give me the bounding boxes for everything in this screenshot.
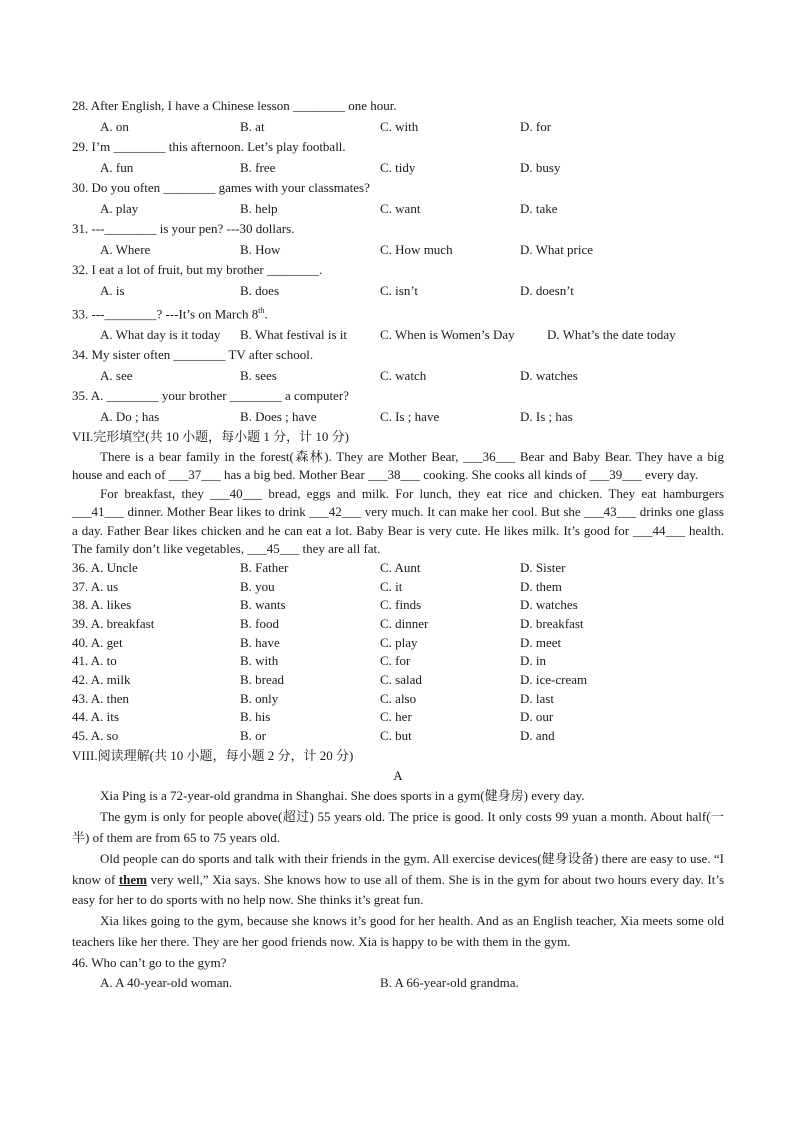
question-35: 35. A. ________ your brother ________ a computer?: [72, 388, 349, 404]
option: C. watch: [380, 367, 427, 383]
option: A. Where: [100, 241, 151, 257]
option: 38. A. likes: [72, 597, 132, 613]
option: C. Aunt: [380, 559, 421, 575]
reading-paragraph-4: Xia likes going to the gym, because she knows it’s good for her health. And as an English teacher, Xia meets some old teachers like her there. They are her good friends now. Xia is happy to be with them in the gym.: [72, 913, 724, 949]
option: C. isn’t: [380, 282, 419, 298]
cloze-options-39: [72, 615, 724, 634]
option: D. What price: [520, 241, 594, 257]
option: 43. A. then: [72, 690, 130, 706]
option: D. and: [520, 728, 555, 744]
cloze-options-42: [72, 671, 724, 690]
option: C. want: [380, 200, 421, 216]
cloze-paragraph-1: There is a bear family in the forest(森林). They are Mother Bear, ___36___ Bear and Baby Bear. They have a big house and each of ___37___ has a big bed. Mother Bear ___38___ cooking. She cooks all kinds of ___39___ every day.: [72, 448, 724, 483]
option: D. watches: [520, 367, 578, 383]
passage-label: A: [393, 768, 403, 784]
option: A. fun: [100, 159, 134, 175]
option: 36. A. Uncle: [72, 559, 138, 575]
option: C. it: [380, 578, 403, 594]
superscript: th: [258, 306, 265, 315]
option: B. only: [240, 690, 279, 706]
question-32: 32. I eat a lot of fruit, but my brother ________.: [72, 262, 323, 277]
option: 42. A. milk: [72, 672, 131, 688]
options-29: [72, 158, 724, 179]
reading-paragraph-3-start: Old people can do sports and talk with their friends in the gym. All exercise devices(健身设备) there are easy to use. “I know of: [72, 850, 724, 887]
option: D. meet: [520, 634, 562, 650]
option: D. watches: [520, 597, 578, 613]
option: B. have: [240, 634, 280, 650]
option: B. food: [240, 615, 279, 631]
question-28: 28. After English, I have a Chinese lesson ________ one hour.: [72, 98, 397, 113]
option: D. take: [520, 200, 558, 216]
options-34: [72, 366, 724, 387]
option: C. also: [380, 690, 417, 706]
option: C. When is Women’s Day: [380, 326, 515, 342]
option: C. salad: [380, 672, 422, 688]
option: 37. A. us: [72, 578, 119, 594]
option: D. ice-cream: [520, 672, 588, 688]
option: C. How much: [380, 241, 453, 257]
option: 40. A. get: [72, 634, 123, 650]
emphasized-word: them: [118, 871, 148, 887]
reading-paragraph-3-end: very well,” Xia says. She knows how to use all of them. She is in the gym for about two hours every day. It’s easy for her to do sports with no help now. She thinks it’s great fun.: [72, 871, 724, 908]
option: A. see: [100, 367, 133, 383]
option: B. What festival is it: [240, 326, 347, 342]
option: B. bread: [240, 672, 285, 688]
section-8-title: VIII.阅读理解(共 10 小题，每小题 2 分，计 20 分): [72, 747, 354, 763]
option: D. What’s the date today: [547, 326, 676, 342]
option: D. our: [520, 709, 554, 725]
options-35: [72, 407, 724, 428]
reading-paragraph-2: The gym is only for people above(超过) 55 years old. The price is good. It only costs 99 yuan a month. About half(一半) of them are from 65 to 75 years old.: [72, 809, 724, 845]
option: B. free: [240, 159, 276, 175]
option: B. does: [240, 282, 279, 298]
option: B. Does ; have: [240, 408, 317, 424]
option: C. finds: [380, 597, 422, 613]
option: C. Is ; have: [380, 408, 440, 424]
option: B. How: [240, 241, 281, 257]
option: A. Do ; has: [100, 408, 160, 424]
option: B. help: [240, 200, 278, 216]
cloze-options-38: [72, 596, 724, 615]
option: B. Father: [240, 559, 289, 575]
option: C. for: [380, 653, 411, 669]
option: D. doesn’t: [520, 282, 574, 298]
option: D. last: [520, 690, 554, 706]
options-30: [72, 199, 724, 220]
option: B. his: [240, 709, 271, 725]
option: 39. A. breakfast: [72, 615, 155, 631]
option: C. but: [380, 728, 412, 744]
cloze-options-41: [72, 652, 724, 671]
option: B. A 66-year-old grandma.: [380, 975, 519, 991]
option: A. on: [100, 118, 129, 134]
question-31: 31. ---________ is your pen? ---30 dollars.: [72, 221, 295, 236]
options-31: [72, 240, 724, 261]
reading-paragraph-1: Xia Ping is a 72-year-old grandma in Shanghai. She does sports in a gym(健身房) every day.: [100, 788, 585, 804]
reading-paragraph-3: [72, 849, 724, 911]
option: A. play: [100, 200, 139, 216]
option: B. sees: [240, 367, 277, 383]
cloze-paragraph-2: For breakfast, they ___40___ bread, eggs and milk. For lunch, they eat rice and chicken. They eat hamburgers ___41___ dinner. Mother Bear likes to drink ___42___ very much. It can make her cool. But she ___43___ drinks one glass a day. Father Bear likes chicken and he can eat a lot. Baby Bear is very cute. He likes milk. It’s good for ___44___ health. The family don’t like vegetables, ___45___ they are all fat.: [72, 485, 724, 557]
mcq-block: [72, 96, 724, 427]
section-7-title: VII.完形填空(共 10 小题，每小题 1 分，计 10 分): [72, 429, 349, 445]
exam-page: [72, 96, 724, 994]
cloze-options-45: [72, 727, 724, 746]
option: C. play: [380, 634, 418, 650]
question-46: 46. Who can’t go to the gym?: [72, 954, 227, 970]
cloze-options-37: [72, 578, 724, 597]
question-34: 34. My sister often ________ TV after school.: [72, 347, 314, 363]
option: 41. A. to: [72, 653, 117, 669]
cloze-options-36: [72, 559, 724, 578]
question-30: 30. Do you often ________ games with your classmates?: [72, 180, 370, 195]
option: C. with: [380, 118, 419, 134]
option: A. What day is it today: [100, 326, 221, 342]
question-33: [72, 301, 724, 325]
cloze-options: [72, 559, 724, 746]
reading-passage: [72, 786, 724, 952]
question-33-end: .: [264, 306, 268, 322]
option: C. her: [380, 709, 412, 725]
options-33: [72, 325, 724, 346]
options-28: [72, 117, 724, 138]
option: B. wants: [240, 597, 286, 613]
option: D. busy: [520, 159, 561, 175]
cloze-options-40: [72, 634, 724, 653]
option: D. Sister: [520, 559, 566, 575]
option: D. breakfast: [520, 615, 584, 631]
option: D. them: [520, 578, 562, 594]
option: B. at: [240, 118, 265, 134]
option: A. A 40-year-old woman.: [100, 975, 233, 991]
question-29: 29. I’m ________ this afternoon. Let’s play football.: [72, 139, 346, 154]
option: 45. A. so: [72, 728, 119, 744]
option: A. is: [100, 282, 125, 298]
options-32: [72, 281, 724, 302]
option: D. in: [520, 653, 546, 669]
option: B. with: [240, 653, 279, 669]
option: D. for: [520, 118, 552, 134]
cloze-options-44: [72, 708, 724, 727]
question-33-text: 33. ---________? ---It’s on March 8: [72, 306, 259, 322]
option: 44. A. its: [72, 709, 119, 725]
option: B. you: [240, 578, 275, 594]
option: C. tidy: [380, 159, 416, 175]
option: B. or: [240, 728, 266, 744]
options-46: [72, 973, 724, 994]
cloze-options-43: [72, 690, 724, 709]
option: D. Is ; has: [520, 408, 573, 424]
option: C. dinner: [380, 615, 429, 631]
